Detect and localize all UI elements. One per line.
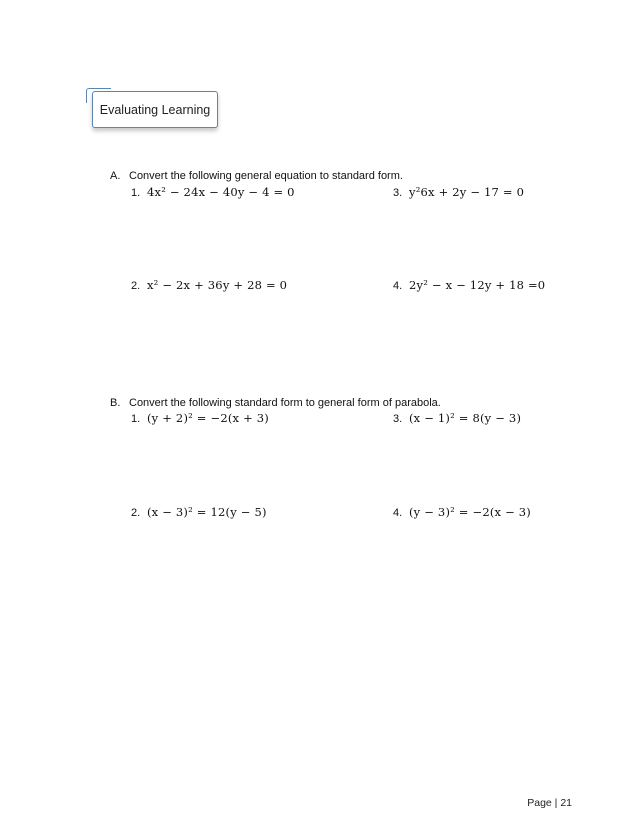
equation: y²6x + 2y − 17 = 0 [409,185,525,199]
section-a-letter: A. [110,170,121,182]
item-number: 2. [131,507,141,519]
item-number: 2. [131,280,141,292]
section-a-item-4 [393,278,545,292]
box-title: Evaluating Learning [99,103,211,117]
item-number: 4. [393,280,403,292]
page-number: Page | 21 [527,797,572,809]
section-b-heading [110,397,441,409]
equation: (x − 3)² = 12(y − 5) [147,505,267,519]
section-b-item-3 [393,411,521,425]
item-number: 3. [393,187,403,199]
section-a-item-2 [131,278,287,292]
equation: (y − 3)² = −2(x − 3) [409,505,531,519]
item-number: 3. [393,413,403,425]
section-b-letter: B. [110,397,121,409]
equation: (y + 2)² = −2(x + 3) [147,411,269,425]
item-number: 1. [131,187,141,199]
section-b-item-1 [131,411,269,425]
equation: (x − 1)² = 8(y − 3) [409,411,522,425]
equation: x² − 2x + 36y + 28 = 0 [147,278,288,292]
equation: 2y² − x − 12y + 18 =0 [409,278,546,292]
item-number: 1. [131,413,141,425]
equation: 4x² − 24x − 40y − 4 = 0 [147,185,295,199]
section-a-instruction: Convert the following general equation to standard form. [129,170,403,182]
evaluating-learning-box [92,91,218,128]
section-b-instruction: Convert the following standard form to general form of parabola. [129,397,441,409]
section-a-item-1 [131,185,295,199]
section-b-item-4 [393,505,531,519]
section-b-item-2 [131,505,267,519]
section-a-item-3 [393,185,524,199]
section-a-heading [110,170,403,182]
item-number: 4. [393,507,403,519]
